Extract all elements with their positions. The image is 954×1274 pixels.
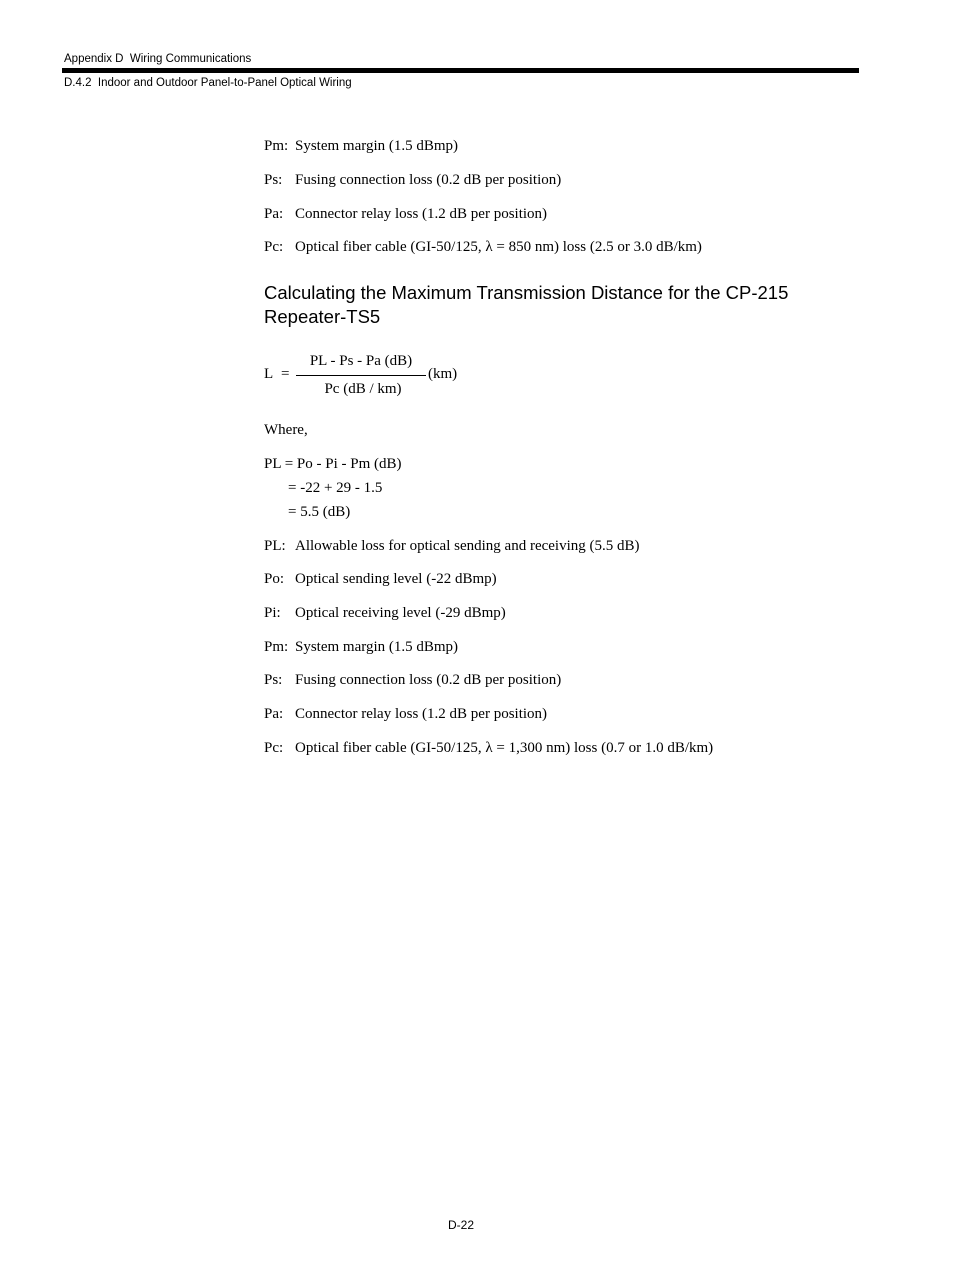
section-heading: Calculating the Maximum Transmission Distance for the CP-215 Repeater-TS5 [264,282,789,327]
definition-text: Optical fiber cable (GI-50/125, λ = 1,300 nm) loss (0.7 or 1.0 dB/km) [295,740,714,756]
header-rule [62,68,859,73]
definition-label: Pm: [264,639,289,655]
definition-item [264,570,497,588]
header-chapter: Appendix D Wiring Communications [64,53,252,65]
definition-item [264,238,702,256]
definition-text: Allowable loss for optical sending and receiving (5.5 dB) [295,538,640,554]
definition-text: Optical fiber cable (GI-50/125, λ = 850 nm) loss (2.5 or 3.0 dB/km) [295,239,702,255]
pl-calc-line-3: = 5.5 (dB) [288,504,351,520]
definition-item [264,739,713,757]
definition-item [264,671,561,689]
definition-text: Fusing connection loss (0.2 dB per position) [295,172,562,188]
fraction-bar [296,375,426,376]
definition-label: Ps: [264,672,283,688]
definition-label: Ps: [264,172,283,188]
pl-calc-line-2: = -22 + 29 - 1.5 [288,480,383,496]
definition-item [264,137,458,155]
definition-text: Optical sending level (-22 dBmp) [295,571,497,587]
definition-text: Optical receiving level (-29 dBmp) [295,605,506,621]
formula-lhs: L [264,366,274,382]
definition-label: PL: [264,538,286,554]
definition-label: Pc: [264,740,284,756]
pl-calc-line-1: PL = Po - Pi - Pm (dB) [264,456,402,472]
formula-unit: (km) [428,366,458,382]
definition-label: Pa: [264,706,284,722]
definition-text: Connector relay loss (1.2 dB per position) [295,206,548,222]
where-text: Where, [264,422,308,438]
definition-label: Pm: [264,138,289,154]
definition-item [264,537,640,555]
definition-text: System margin (1.5 dBmp) [295,639,459,655]
formula-equals: = [281,366,290,382]
definition-label: Pi: [264,605,281,621]
formula-denominator: Pc (dB / km) [324,381,402,397]
definition-item [264,171,561,189]
definition-text: Connector relay loss (1.2 dB per position) [295,706,548,722]
header-section: D.4.2 Indoor and Outdoor Panel-to-Panel Optical Wiring [64,77,352,89]
definition-text: System margin (1.5 dBmp) [295,138,459,154]
definition-item [264,638,458,656]
definition-label: Pc: [264,239,284,255]
definition-label: Po: [264,571,285,587]
page-number: D-22 [447,1218,474,1232]
definition-item [264,705,547,723]
definition-item [264,604,506,622]
definition-item [264,205,547,223]
formula-numerator: PL - Ps - Pa (dB) [309,353,413,369]
definition-text: Fusing connection loss (0.2 dB per position) [295,672,562,688]
definition-label: Pa: [264,206,284,222]
